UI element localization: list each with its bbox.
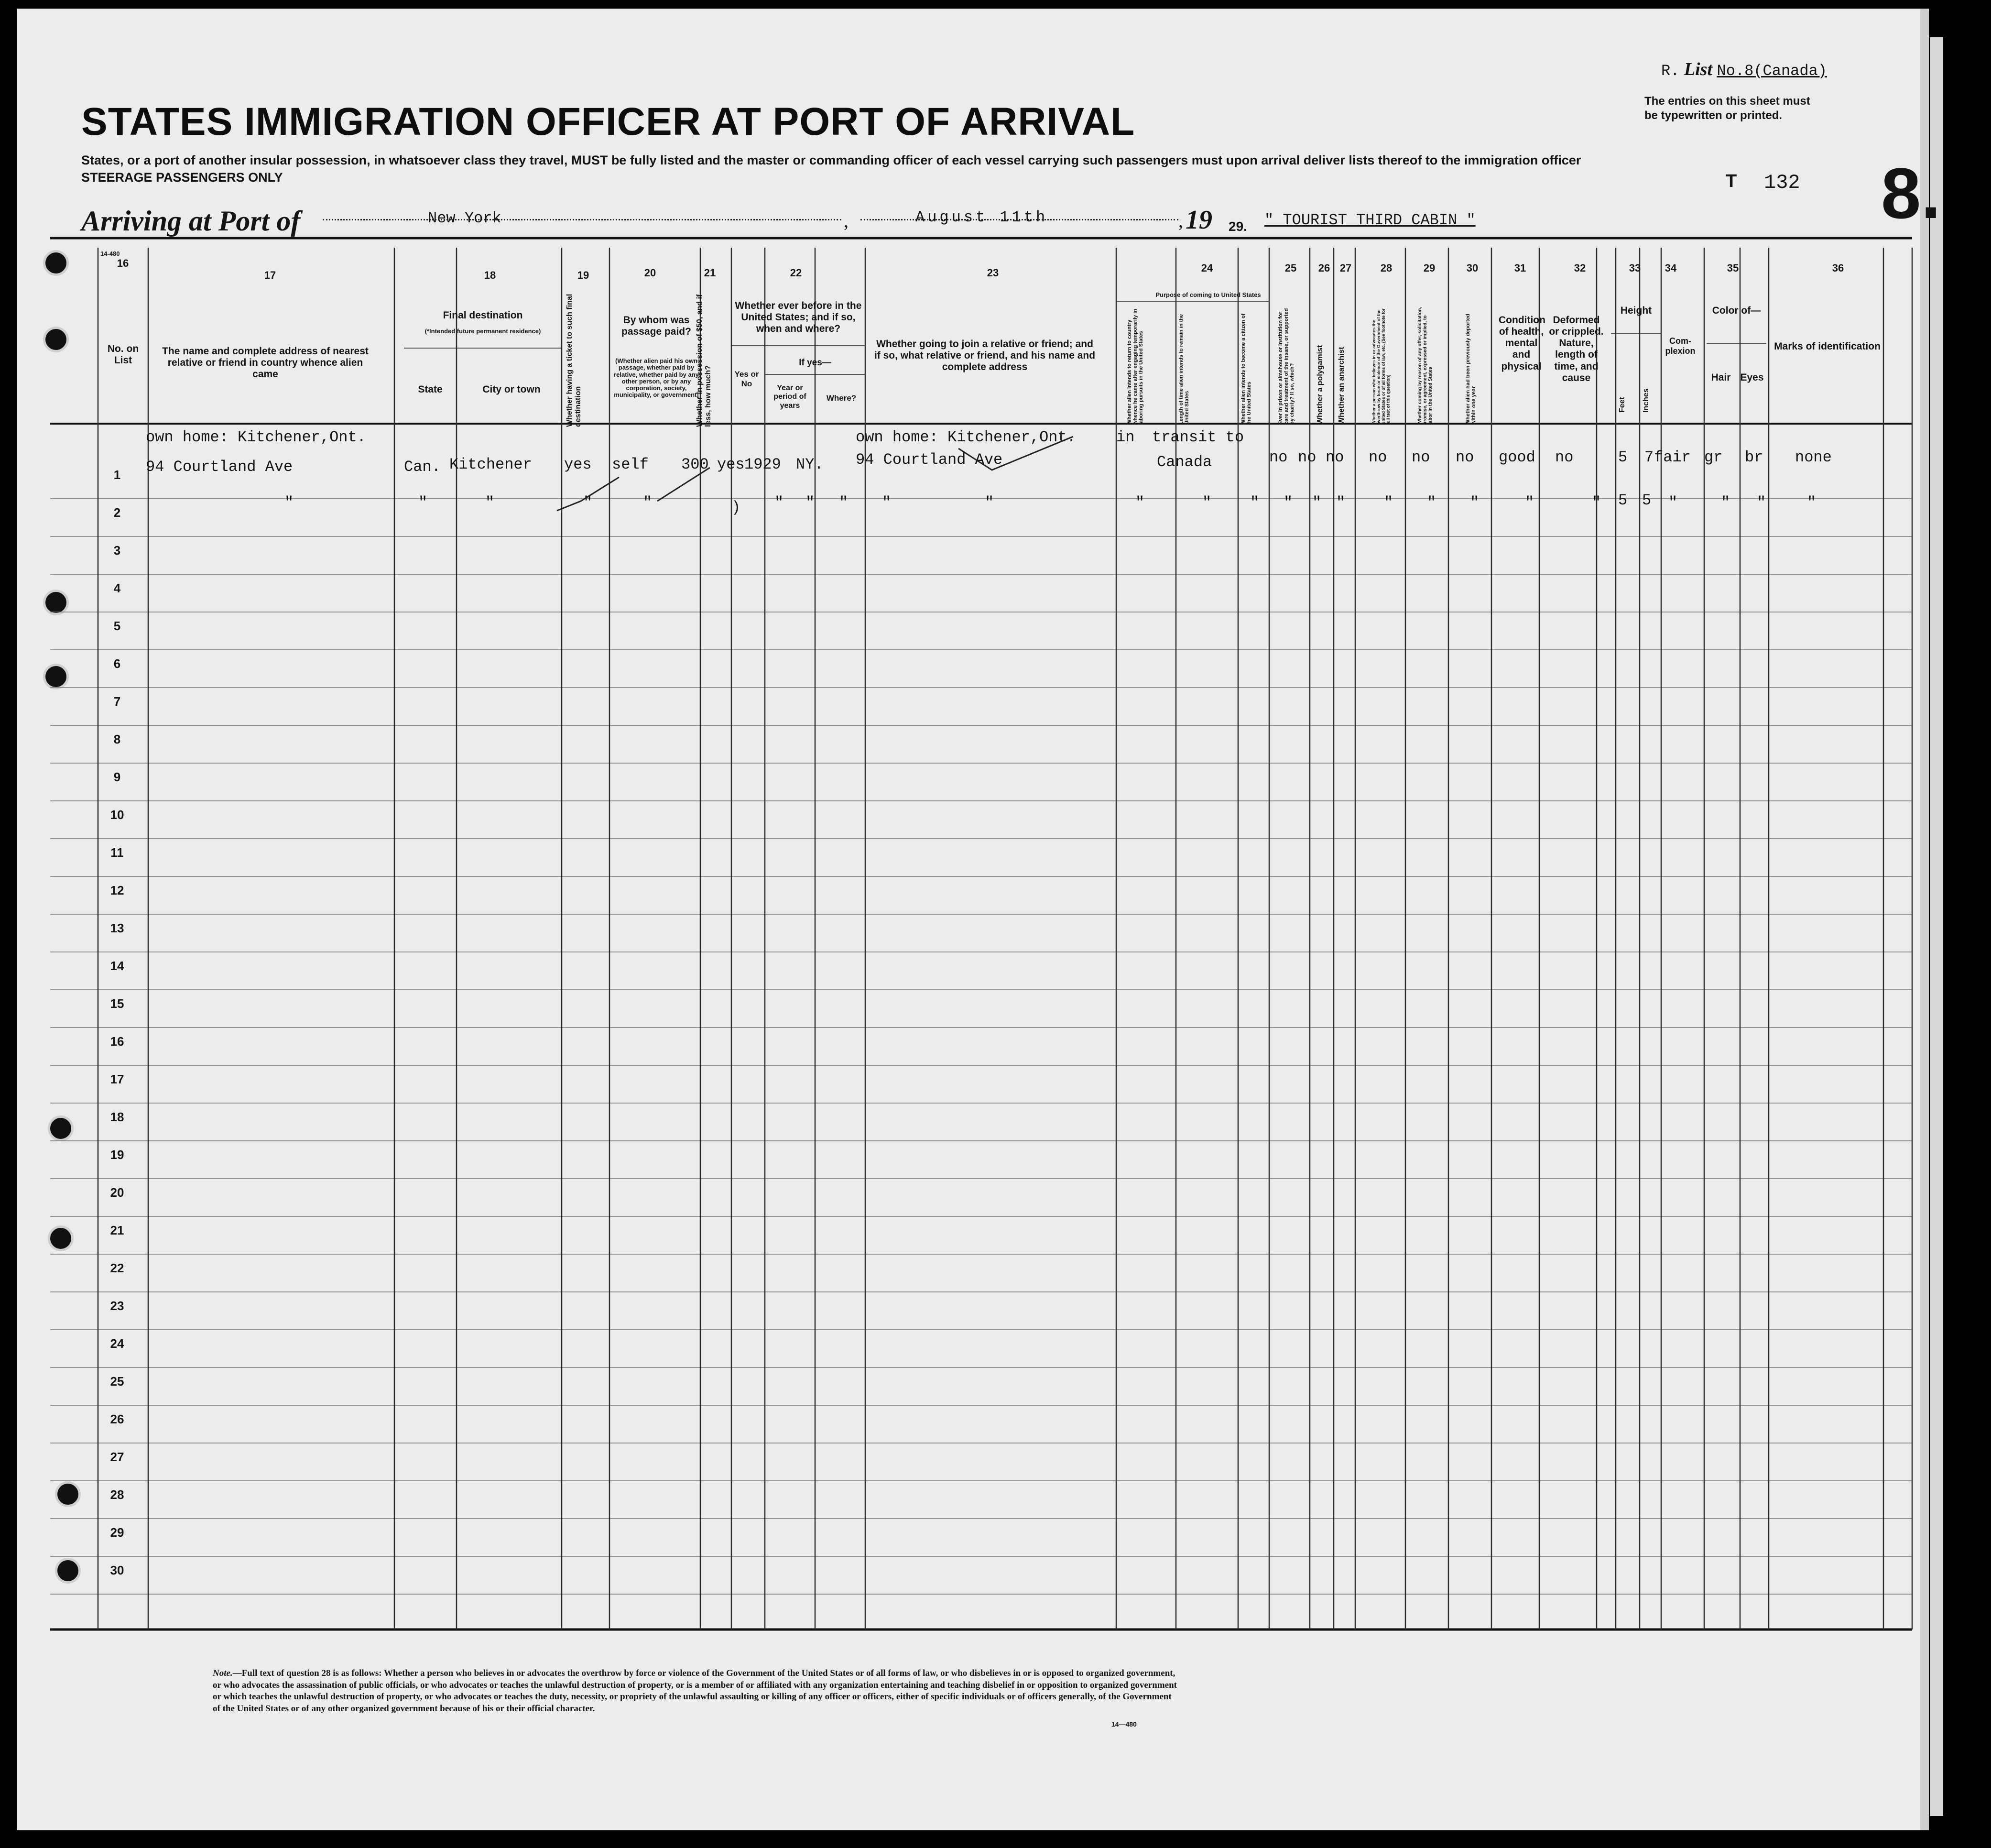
- ditto-mark: ": [1668, 494, 1678, 512]
- row-number: 3: [113, 543, 121, 558]
- row-number: 9: [113, 770, 121, 784]
- ditto-mark: ": [1807, 494, 1817, 512]
- ditto-mark: ": [774, 494, 784, 512]
- header-color-of: Color of—: [1712, 305, 1761, 316]
- arriving-label: Arriving at Port of: [81, 205, 301, 237]
- entry-marks: none: [1795, 448, 1832, 466]
- row-number: 17: [110, 1072, 124, 1086]
- col-number: 31: [1514, 262, 1526, 274]
- entry-row2-feet: 5: [1618, 492, 1628, 509]
- row-number: 8: [113, 732, 121, 746]
- header-col30: Whether alien had been previously deported within one year: [1465, 314, 1477, 425]
- row-number: 16: [110, 1034, 124, 1049]
- row-number: 11: [110, 845, 124, 860]
- row-number: 21: [110, 1223, 124, 1237]
- passenger-class: STEERAGE PASSENGERS ONLY: [81, 170, 283, 185]
- header-year-period: Year or period of years: [773, 384, 806, 410]
- year-suffix: 29.: [1229, 219, 1247, 234]
- instructions-text: States, or a port of another insular possession, in whatsoever class they travel, MUST be fully listed and the master or commanding officer of each vessel carrying such passengers must upon arrival deliver lists thereof to the immigration officer: [81, 153, 1581, 167]
- col-number: 17: [264, 269, 276, 281]
- row-number: 4: [113, 581, 121, 595]
- row-number: 10: [110, 808, 124, 822]
- col-number: 36: [1832, 262, 1844, 274]
- check-marks: [552, 448, 753, 515]
- header-ever-before: Whether ever before in the United States; and if so, when and where?: [735, 300, 862, 335]
- header-joining: Whether going to join a relative or friend; and if so, what relative or friend, and his name and complete address: [874, 339, 1096, 373]
- header-col28: Whether a person who believes in or advocates the overthrow by force or violence of the Government of the United States or of all forms of law, etc. (See footnote for full text of this question): [1371, 308, 1391, 425]
- typed-note: The entries on this sheet must: [1644, 95, 1810, 108]
- row-number: 2: [113, 505, 121, 520]
- row-number: 6: [113, 656, 121, 671]
- col-number: 28: [1380, 262, 1393, 274]
- header-marks: Marks of identification: [1774, 341, 1881, 352]
- header-where: Where?: [826, 394, 857, 403]
- ditto-mark: ": [1427, 494, 1436, 512]
- entry-row2-inches: 5: [1642, 492, 1652, 509]
- ditto-mark: ": [643, 494, 653, 512]
- year-prefix: 19: [1186, 205, 1212, 235]
- entry-join-line2: 94 Courtland Ave: [856, 451, 1003, 469]
- header-col25: Ever in prison or almshouse or institution for care and treatment of the insane, or supported by charity? If so, which?: [1278, 308, 1295, 425]
- footnote: Note.—Full text of question 28 is as follows: Whether a person who believes in or advocates the overthrow by force or violence of the Government of the United States or of all forms of law, or who disbelieves in or is opposed to organized government, or who advocates the assassination of public officials, or who advocates or teaches the unlawful destruction of property, or is a member of or affiliated with any organization entertaining and teaching disbelief in or opposition to organized government or which teaches the unlawful destruction of property, or who advocates or teaches the duty, necessity, or propriety of the unlawful assaulting or killing of any officer or officers, either of specific individuals or of officers generally, of the Government of the United States or of any other organized government because of his or their official character.: [213, 1668, 1177, 1714]
- header-purpose-2: Length of time alien intends to remain in the United States: [1178, 314, 1190, 425]
- header-height: Height: [1620, 305, 1652, 316]
- entry-purpose-c: Canada: [1157, 453, 1212, 471]
- header-eyes: Eyes: [1740, 372, 1764, 383]
- header-relative-abroad: The name and complete address of nearest relative or friend in country whence alien came: [162, 346, 369, 380]
- header-feet: Feet: [1618, 397, 1626, 413]
- header-condition: Condition of health, mental and physical: [1499, 315, 1545, 372]
- row-number: 28: [110, 1487, 124, 1502]
- header-state: State: [418, 384, 443, 395]
- ditto-mark: ": [418, 494, 428, 512]
- check-mark: [949, 429, 1092, 477]
- ditto-mark: ": [1757, 494, 1766, 512]
- col-number: 19: [577, 269, 589, 281]
- row-number: 22: [110, 1261, 124, 1275]
- col-number: 22: [790, 267, 802, 279]
- entry-before: yes: [717, 456, 745, 473]
- col-number: 23: [987, 267, 999, 279]
- col-number: 26: [1318, 262, 1330, 274]
- header-inches: Inches: [1642, 388, 1650, 413]
- header-ticket: Whether having a ticket to such final destination: [566, 294, 582, 427]
- arrival-date: August 11th: [915, 208, 1048, 226]
- entry-c28: no: [1369, 448, 1387, 466]
- entry-feet: 5: [1618, 448, 1628, 466]
- entry-join-line1: own home: Kitchener,Ont.: [856, 428, 1076, 446]
- row-number: 24: [110, 1336, 124, 1351]
- entry-state: Can.: [404, 458, 441, 476]
- typed-note: be typewritten or printed.: [1644, 109, 1783, 122]
- page-title: STATES IMMIGRATION OFFICER AT PORT OF ARRIVAL: [81, 100, 1135, 143]
- row-number: 7: [113, 694, 121, 709]
- ditto-mark: ": [1284, 494, 1293, 512]
- entry-condition: good: [1499, 448, 1535, 466]
- entry-eyes: br: [1745, 448, 1763, 466]
- page-edge: [1930, 37, 1943, 1816]
- ditto-mark: ": [1135, 494, 1145, 512]
- entry-year: 1929: [744, 456, 781, 473]
- header-purpose-1: Whether alien intends to return to country whence he came after engaging temporarily in laboring pursuits in the United States: [1127, 308, 1144, 425]
- col-number: 30: [1466, 262, 1479, 274]
- port-value: New York: [428, 209, 501, 227]
- col-number: 27: [1339, 262, 1352, 274]
- col-number: 16: [117, 257, 129, 269]
- header-col27: Whether an anarchist: [1338, 347, 1346, 425]
- ditto-mark: ": [1202, 494, 1212, 512]
- header-city: City or town: [482, 384, 541, 395]
- entry-hair: gr: [1704, 448, 1723, 466]
- entry-purpose-b: transit to: [1152, 428, 1244, 446]
- header-if-yes: If yes—: [799, 358, 831, 368]
- header-purpose-3: Whether alien intends to become a citizen of the United States: [1240, 313, 1252, 425]
- ditto-mark: ": [839, 494, 849, 512]
- ditto-mark: ": [805, 494, 815, 512]
- ditto-mark: ": [1525, 494, 1534, 512]
- header-money: Whether in possession of $50, and if less, how much?: [696, 294, 712, 427]
- ditto-mark: ": [1470, 494, 1480, 512]
- row-number: 26: [110, 1412, 124, 1426]
- entry-money: 300: [681, 456, 709, 473]
- col-number: 29: [1423, 262, 1436, 274]
- row-number: 1: [113, 468, 121, 482]
- entry-where: NY.: [796, 456, 824, 473]
- form-mark: 14-480: [100, 250, 120, 257]
- ditto-mark: ": [583, 494, 593, 512]
- header-complexion: Com- plexion: [1665, 336, 1696, 356]
- ditto-mark: ": [1592, 494, 1601, 512]
- entry-inches: 7: [1644, 448, 1654, 466]
- row-number: 23: [110, 1299, 124, 1313]
- row-number: 18: [110, 1110, 124, 1124]
- col-number: 18: [484, 269, 496, 281]
- col-number: 25: [1284, 262, 1297, 274]
- col-number: 34: [1665, 262, 1677, 274]
- col-number: 21: [704, 267, 716, 279]
- entry-ticket: yes: [564, 456, 592, 473]
- row-number: 30: [110, 1563, 124, 1577]
- entry-c25: no: [1269, 448, 1288, 466]
- header-col26: Whether a polygamist: [1316, 345, 1324, 425]
- header-yes-or-no: Yes or No: [734, 370, 759, 388]
- ditto-mark: ": [1250, 494, 1260, 512]
- entry-deformed: no: [1555, 448, 1574, 466]
- row-number: 20: [110, 1185, 124, 1200]
- row-number: 12: [110, 883, 124, 897]
- ditto-mark: ": [1336, 494, 1346, 512]
- ditto-mark: ": [1312, 494, 1322, 512]
- form-grid: [17, 9, 1929, 1830]
- col-number: 32: [1574, 262, 1586, 274]
- ditto-mark: ": [284, 494, 294, 512]
- header-purpose: Purpose of coming to United States: [1155, 291, 1261, 298]
- row-number: 5: [113, 619, 121, 633]
- row-number: 14: [110, 959, 124, 973]
- row-number: 19: [110, 1148, 124, 1162]
- sheet-code: 132: [1764, 171, 1800, 194]
- cabin-class: " TOURIST THIRD CABIN ": [1264, 211, 1476, 229]
- entry-c29: no: [1412, 448, 1430, 466]
- header-passage-paid: By whom was passage paid?: [621, 315, 691, 338]
- entry-relative-line2: 94 Courtland Ave: [146, 458, 293, 476]
- entry-city: Kitchener: [449, 456, 532, 473]
- row-number: 13: [110, 921, 124, 935]
- form-mark: 14—480: [1111, 1720, 1137, 1728]
- col-number: 35: [1727, 262, 1739, 274]
- list-number: R. List No.8(Canada): [1661, 59, 1827, 80]
- col-number: 20: [644, 267, 656, 279]
- entry-relative-line1: own home: Kitchener,Ont.: [146, 428, 366, 446]
- header-col29: Whether coming by reason of any offer, solicitation, promise, or agreement, expressed or implied, to labor in the United States: [1417, 306, 1433, 425]
- row-number: 15: [110, 996, 124, 1011]
- row-number: 29: [110, 1525, 124, 1540]
- header-no-on-list: No. on List: [107, 343, 139, 366]
- ditto-mark: ": [882, 494, 892, 512]
- entry-purpose-a: in: [1116, 428, 1135, 446]
- header-passage-paid-note: (Whether alien paid his own passage, whether paid by relative, whether paid by any other person, or by any corporation, society, municipality, or government): [614, 357, 699, 399]
- row-number: 25: [110, 1374, 124, 1389]
- entry-c30: no: [1456, 448, 1474, 466]
- header-hair: Hair: [1711, 372, 1731, 383]
- header-deformed: Deformed or crippled. Nature, length of time, and cause: [1549, 315, 1604, 383]
- header-final-destination: Final destination: [443, 310, 523, 321]
- entry-row2-money-mark: ): [731, 499, 741, 516]
- ditto-mark: ": [1721, 494, 1730, 512]
- entry-c27: no: [1326, 448, 1344, 466]
- manifest-sheet: STATES IMMIGRATION OFFICER AT PORT OF ARRIVAL States, or a port of another insular possession, in whatsoever class they travel, MUST be fully listed and the master or commanding officer of each vessel carrying such passengers must upon arrival deliver lists thereof to the immigration officer STEERAGE PASSENGERS ONLY R. List No.8(Canada) The entries on this sheet must be typewritten or printed. T 132 8. Arriving at Port of New York , August 11th , 19 29. " TOURIST THIRD CABIN " 14-480 16 17 18 19 20 21 22 23 24 25 26 27 28 29 30 31 32 33 34 35 36 No. on List The name and complete address of nearest relative or friend in country whence alien came Final destination (*Intended future permanent residence) State City or town Whether having a ticket to such final destination By whom was passage paid? (Whether alien paid his own passage, whether paid by relative, whether paid by any other person, or by any corporation, society, municipality, or government) Whether in possession of $50, and if less, how much? Whether ever before in the United States; and if so, when and where? Yes or No If yes— Year or period of years Where? Whether going to join a relative or friend; and if so, what relative or friend, and his name and complete address Purpose of coming to United States Whether alien intends to return to country whence he came after engaging temporarily in laboring pursuits in the United States Length of time alien intends to remain in the United States Whether alien intends to become a citizen of the United States Ever in prison or almshouse or institution for care and treatment of the insane, or supported by charity? If so, which? Whether a polygamist Whether an anarchist Whether a person who believes in or advocates the overthrow by force or violence of the Government of the United States or of all forms of law, etc. (See footnote for full text of this question) Whether coming by reason of any offer, solicitation, promise, or agreement, expressed or implied, to labor in the United States Whether alien had been previously deported within one year Condition of health, mental and physical Deformed or crippled. Nature, length of time, and cause Height Feet Inches Com- plexion Color of— Hair Eyes Marks of identification 1 2 3 4 5 6 7 8 9 10 11 12 13 14 15 16 17 18 19 20 21 22 23 24 25 26 27 28 29 30 own home: Kitchener,Ont. 94 Courtland Ave Can. Kitchener yes self 300 yes 1929 NY. own home: Kitchener,Ont. 94 Courtland Ave in transit to Canada no no no no no no good no 5 7 fair gr br none " " " " " " " " " " " " " " " " " " " " " " " " " ) 5 5 Note.—Full text of question 28 is as follows: Whether a person who believes in or advocates the overthrow by force or violence of the Government of the United States or of all forms of law, or who disbelieves in or is opposed to organized government, or who advocates the assassination of public officials, or who advocates or teaches the unlawful destruction of property, or is a member of or affiliated with any organization entertaining and teaching disbelief in or opposition to organized government or which teaches the unlawful destruction of property, or who advocates or teaches the duty, necessity, or propriety of the unlawful assaulting or killing of any officer or officers, either of specific individuals or of officers generally, of the Government of the United States or of any other organized government because of his or their official character. 14—480: [17, 9, 1929, 1830]
- row-number: 27: [110, 1450, 124, 1464]
- ditto-mark: ": [1384, 494, 1393, 512]
- ditto-mark: ": [485, 494, 495, 512]
- col-number: 33: [1629, 262, 1641, 274]
- entry-paid-by: self: [612, 456, 649, 473]
- entry-complexion: fair: [1654, 448, 1691, 466]
- entry-c26: no: [1298, 448, 1316, 466]
- header-final-destination-note: (*Intended future permanent residence): [424, 328, 541, 335]
- handwritten-number: 8.: [1881, 153, 1941, 233]
- sheet-mark: T: [1726, 171, 1737, 191]
- col-number: 24: [1201, 262, 1213, 274]
- ditto-mark: ": [985, 494, 994, 512]
